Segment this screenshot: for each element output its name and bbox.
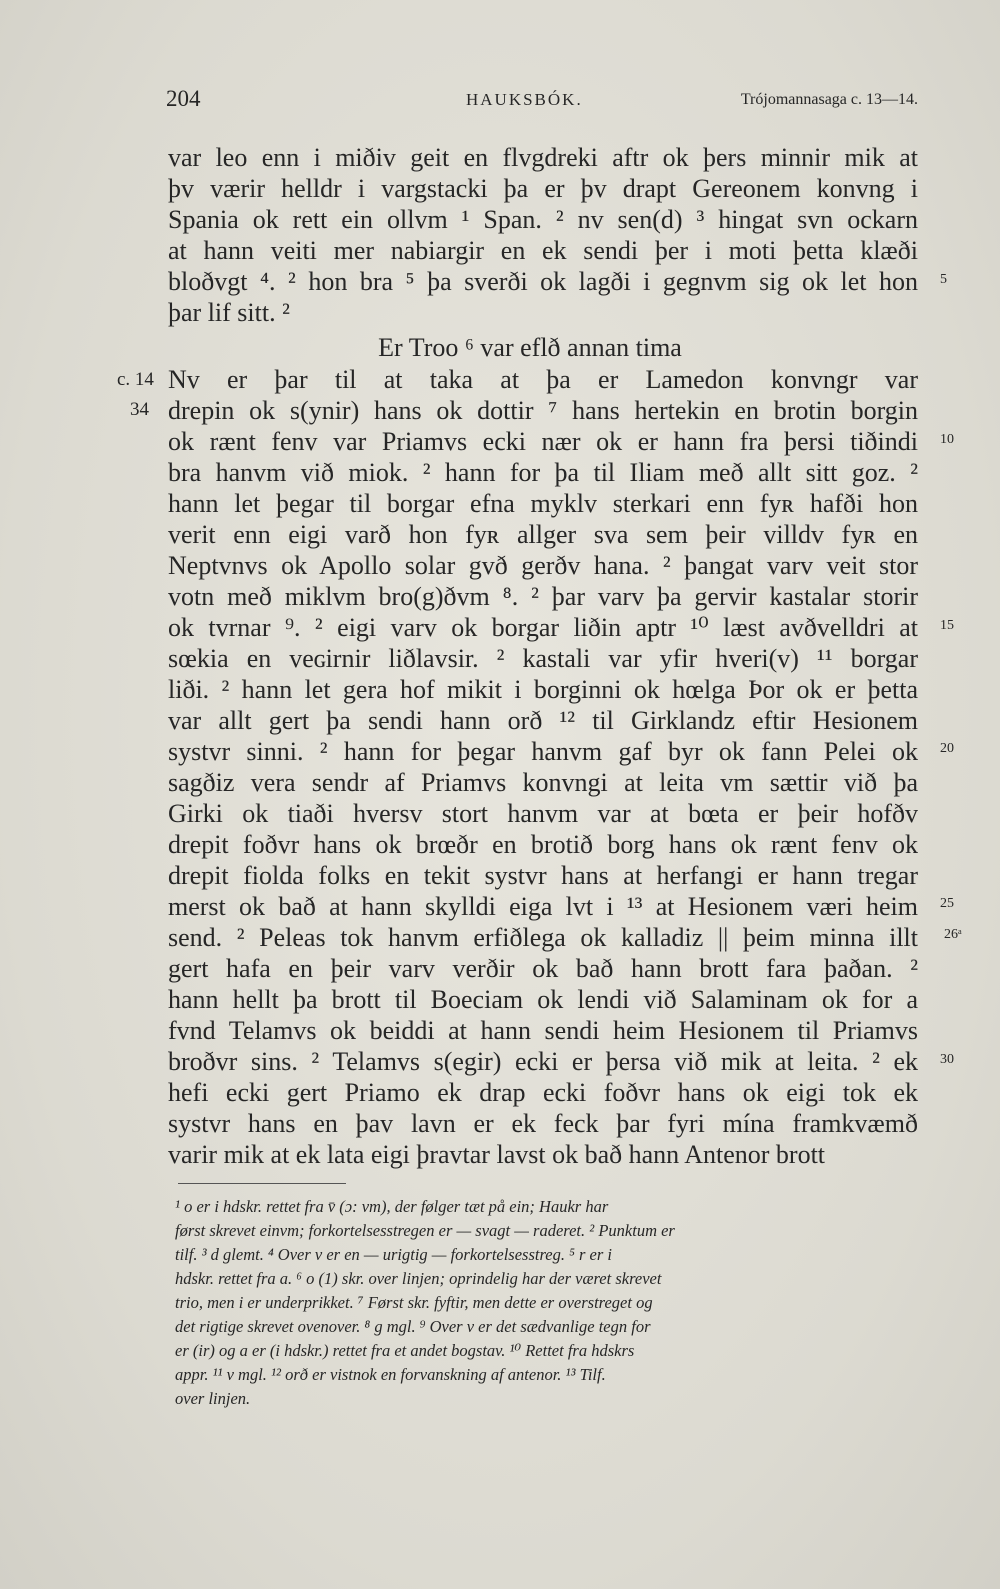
text-line: þar lif sitt. ² [168,298,290,327]
line-number: 5 [940,272,947,287]
text-line: sagðiz vera sendr af Priamvs konvngi at leita vm sættir við þa [168,768,918,797]
text-line: systvr sinni. ² hann for þegar hanvm gaf byr ok fann Pelei ok [168,737,918,766]
footnote-rule [178,1183,346,1184]
text-line: systvr hans en þav lavn er ek feck þar fyri mína framkvæmð [168,1109,918,1138]
line-number: 15 [940,618,954,633]
footnote-line: er (ir) og a er (i hdskr.) rettet fra et andet bogstav. ¹⁰ Rettet fra hdskrs [175,1341,635,1360]
text-line: merst ok bað at hann skylldi eiga lvt i ¹³ at Hesionem væri heim [168,892,918,921]
text-line: ok rænt fenv var Priamvs ecki nær ok er hann fra þersi tiðindi [168,427,918,456]
line-number: 30 [940,1052,954,1067]
running-title: Trójomannasaga c. 13—14. [740,91,918,108]
text-line: þv værir helldr i vargstacki þa er þv drapt Gereonem konvng i [168,174,918,203]
page-header [166,86,918,116]
text-line: sœkia en veɢirnir liðlavsir. ² kastali var yfir hveri(v) ¹¹ borgar [168,644,918,673]
book-title: HAUKSBÓK. [466,90,583,109]
footnote-line: det rigtige skrevet ovenover. ⁸ g mgl. ⁹ Over v er det sædvanlige tegn for [175,1317,651,1336]
text-line: Spania ok rett ein ollvm ¹ Span. ² nv sen(d) ³ hingat svn ockarn [168,205,918,234]
chapter-marker: c. 14 [117,369,154,390]
text-line: verit enn eigi varð hon fyʀ allger sva sem þeir villdv fyʀ en [168,520,918,549]
text-line: broðvr sins. ² Telamvs s(egir) ecki er þersa við mik at leita. ² ek [168,1047,918,1076]
text-line: at hann veiti mer nabiargir en ek sendi þer i moti þetta klæði [168,236,918,265]
text-line: hann hellt þa brott til Boeciam ok lendi við Salaminam ok for a [168,985,918,1014]
text-line: bra hanvm við miok. ² hann for þa til Iliam með allt sitt goz. ² [168,458,918,487]
text-line: fvnd Telamvs ok beiddi at hann sendi heim Hesionem til Priamvs [168,1016,918,1045]
line-number: 10 [940,432,954,447]
text-line: votn með miklvm bro(g)ðvm ⁸. ² þar varv þa gervir kastalar storir [168,582,918,611]
folio-marker: 34 [130,399,149,420]
line-number: 25 [940,896,954,911]
footnote-line: trio, men i er underprikket. ⁷ Først skr. fyftir, men dette er overstreget og [175,1293,653,1312]
text-line: hefi ecki gert Priamo ek drap ecki foðvr hans ok eigi tok ek [168,1078,918,1107]
footnote-line: tilf. ³ d glemt. ⁴ Over v er en — urigtig — forkortelsesstreg. ⁵ r er i [175,1245,612,1264]
footnote-line: appr. ¹¹ v mgl. ¹² orð er vistnok en forvanskning af antenor. ¹³ Tilf. [175,1365,606,1384]
text-line: send. ² Peleas tok hanvm erfiðlega ok kalladiz || þeim minna illt [168,923,918,952]
text-line: hann let þegar til borgar efna myklv sterkari enn fyʀ hafði hon [168,489,918,518]
text-line: Girki ok tiaði hversv stort hanvm var at bœta er þeir hofðv [168,799,918,828]
footnote-line: først skrevet einvm; forkortelsesstregen er — svagt — raderet. ² Punktum er [175,1221,675,1240]
text-line: drepit fiolda folks en tekit systvr hans at herfangi er hann tregar [168,861,918,890]
text-line: var leo enn i miðiv geit en flvgdreki aftr ok þers minnir mik at [168,143,918,172]
line-number: 26ᵃ [944,927,962,942]
text-line: drepin ok s(ynir) hans ok dottir ⁷ hans hertekin en brotin borgin [168,396,918,425]
section-heading: Er Troo ⁶ var eflð annan tima [378,333,682,362]
text-line: bloðvgt ⁴. ² hon bra ⁵ þa sverði ok lagði i gegnvm sig ok let hon [168,267,918,296]
footnote-line: ¹ o er i hdskr. rettet fra v̄ (ɔ: vm), der følger tæt på ein; Haukr har [175,1197,609,1216]
text-line: drepit foðvr hans ok brœðr en brotið borg hans ok rænt fenv ok [168,830,918,859]
text-line: Neptvnvs ok Apollo solar gvð gerðv hana. ² þangat varv veit stor [168,551,918,580]
text-line: var allt gert þa sendi hann orð ¹² til Girklandz eftir Hesionem [168,706,918,735]
text-line: gert hafa en þeir varv verðir ok bað hann brott fara þaðan. ² [168,954,918,983]
text-line: varir mik at ek lata eigi þravtar lavst ok bað hann Antenor brott [168,1140,826,1169]
page-number: 204 [166,86,201,111]
footnote-line: hdskr. rettet fra a. ⁶ o (1) skr. over linjen; oprindelig har der været skrevet [175,1269,662,1288]
footnote-line: over linjen. [175,1389,251,1408]
line-number: 20 [940,741,954,756]
text-line: Nv er þar til at taka at þa er Lamedon konvngr var [168,365,918,394]
text-line: ok tvrnar ⁹. ² eigi varv ok borgar liðin aptr ¹⁰ læst avðvelldri at [168,613,918,642]
text-line: liði. ² hann let gera hof mikit i borginni ok hœlga Þor ok er þetta [168,675,918,704]
